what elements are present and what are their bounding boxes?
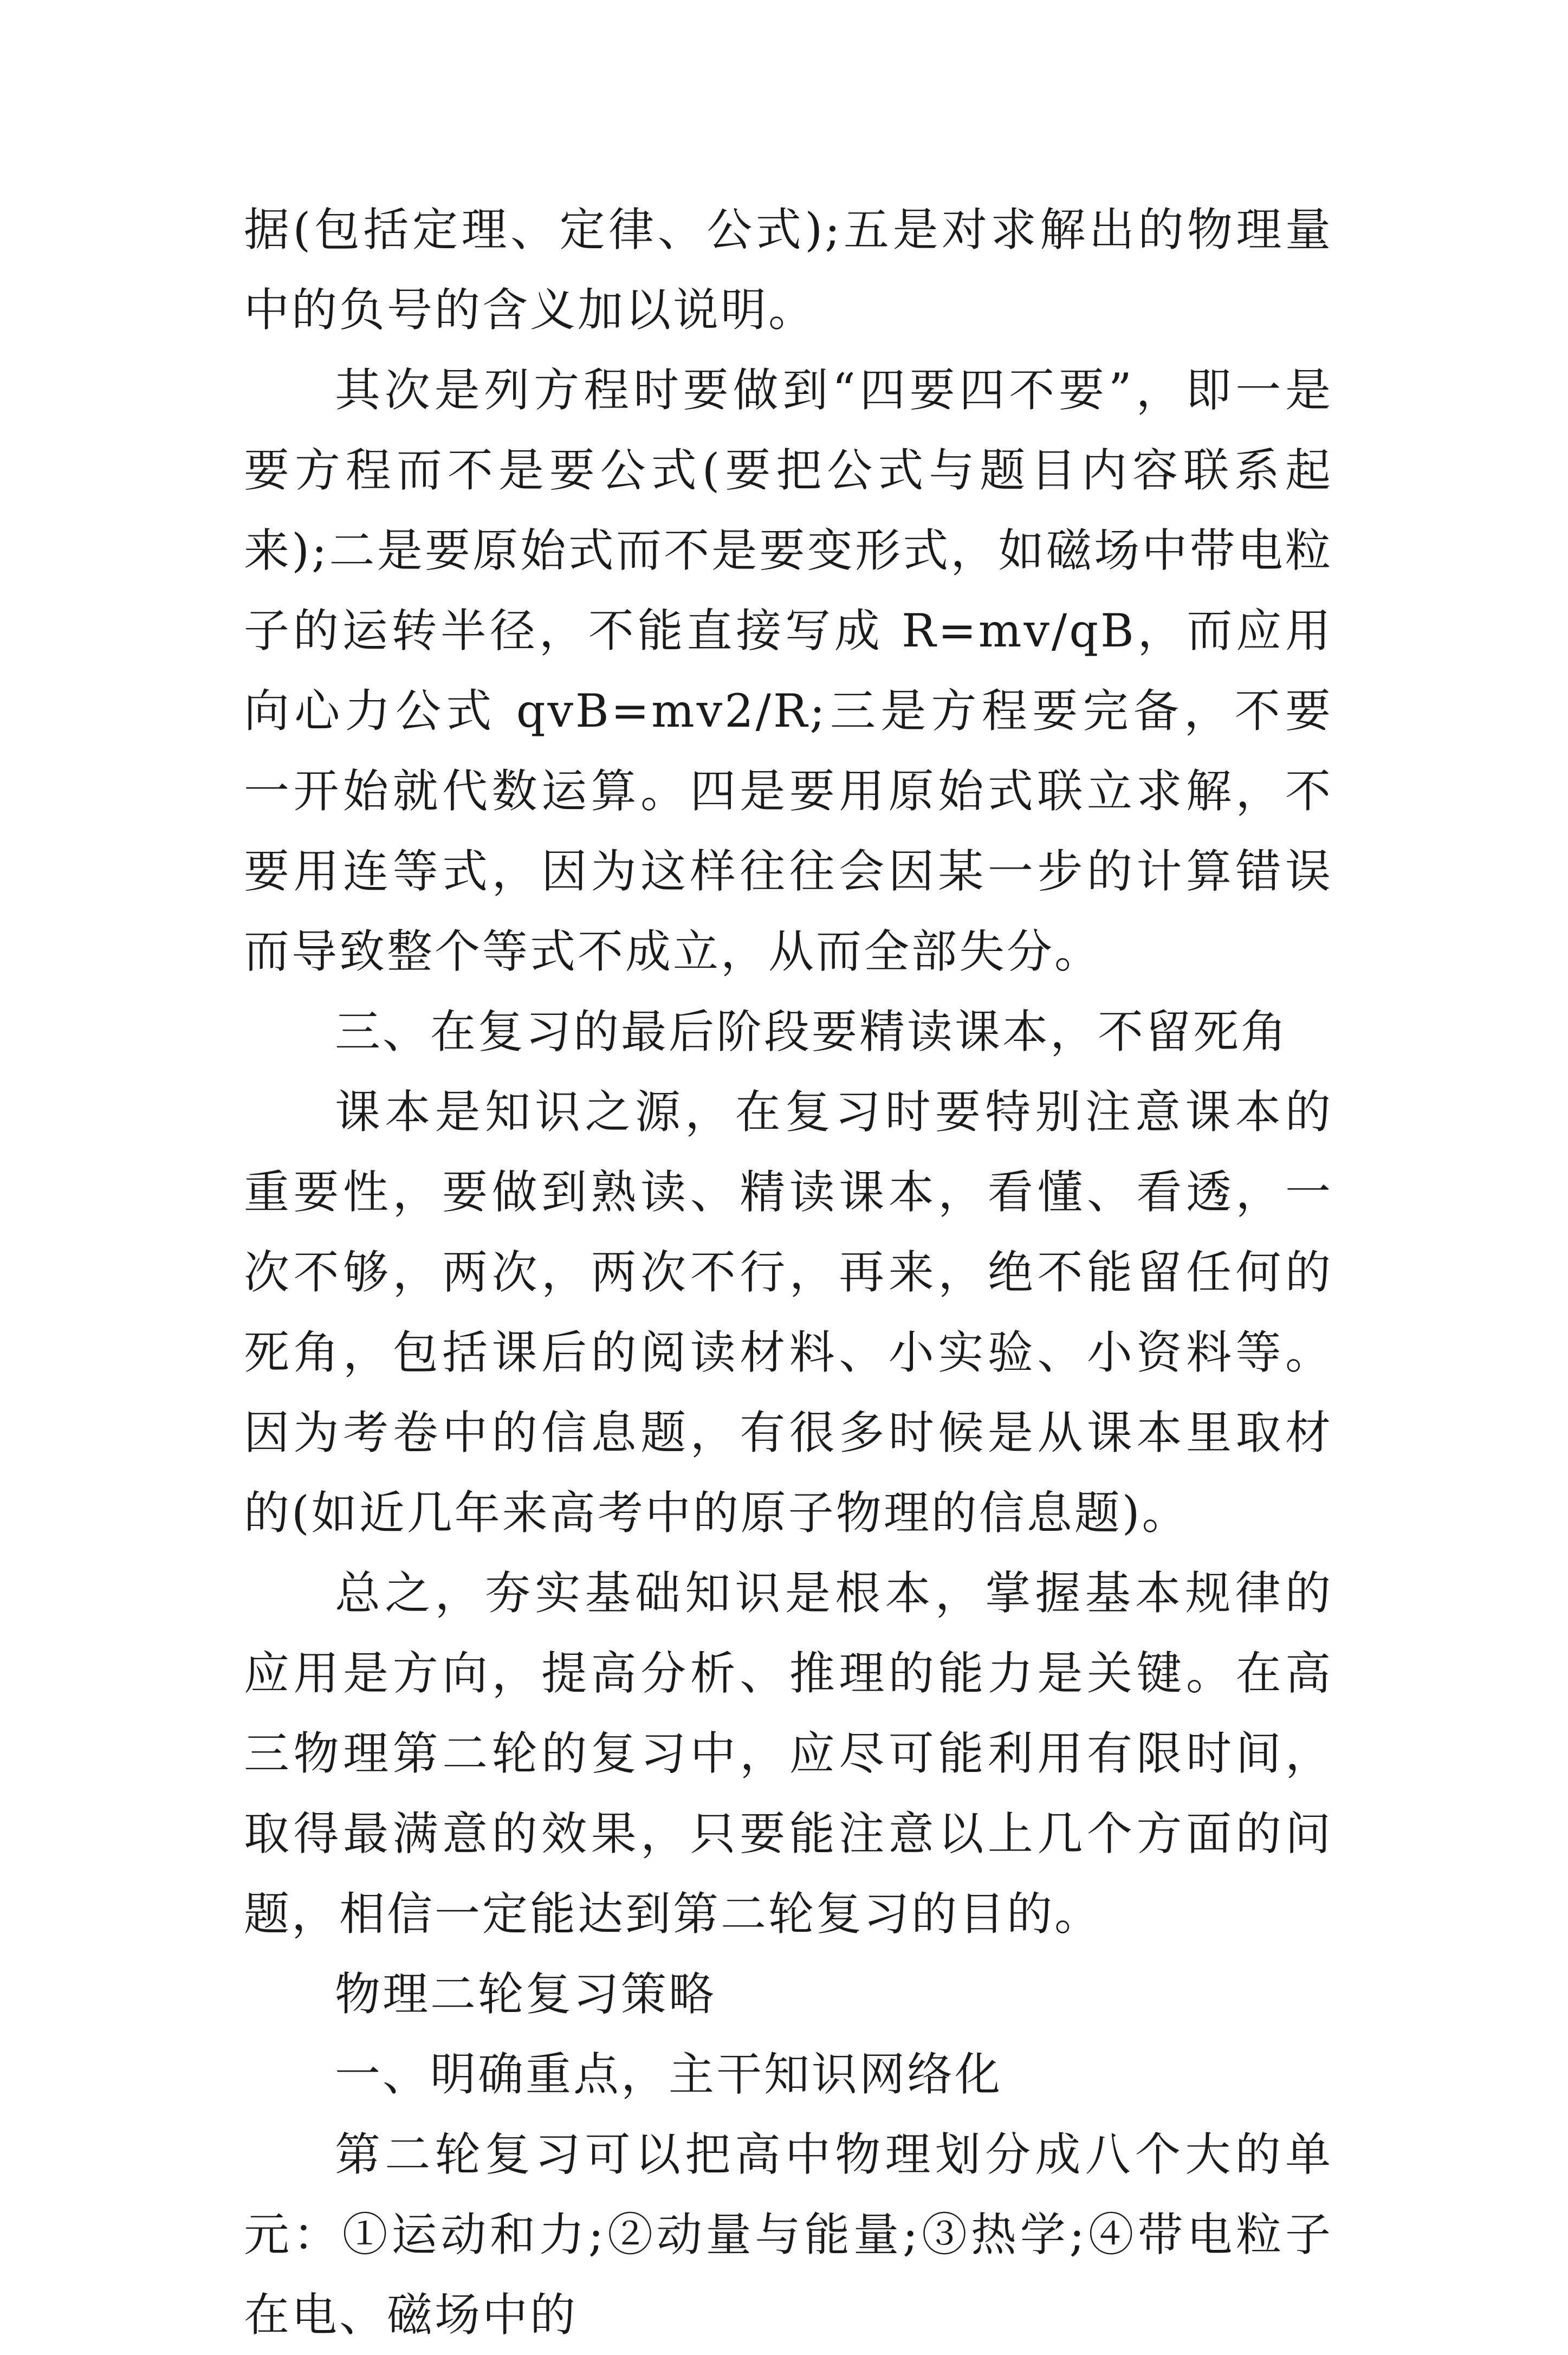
section-title: 物理二轮复习策略	[335, 1968, 717, 2021]
section-heading-1: 一、明确重点，主干知识网络化	[335, 2048, 1003, 2101]
paragraph-5: 总之，夯实基础知识是根本，掌握基本规律的应用是方向，提高分析、推理的能力是关键。在高三物理第二轮的复习中，应尽可能利用有限时间，取得最满意的效果，只要能注意以上几个方面的问题，相信一定能达到第二轮复习的目的。	[244, 1567, 1333, 1940]
paragraph-8: 第二轮复习可以把高中物理划分成八个大的单元：①运动和力;②动量与能量;③热学;④带电粒子在电、磁场中的	[244, 2128, 1333, 2341]
document-body	[244, 190, 1333, 2355]
paragraph-2: 其次是列方程时要做到“四要四不要”，即一是要方程而不是要公式(要把公式与题目内容联系起来);二是要原始式而不是要变形式，如磁场中带电粒子的运转半径，不能直接写成 R=mv/qB，而应用向心力公式 qvB=mv2/R;三是方程要完备，不要一开始就代数运算。四是要用原始式联立求解，不要用连等式，因为这样往往会因某一步的计算错误而导致整个等式不成立，从而全部失分。	[244, 364, 1333, 978]
paragraph-1: 据(包括定理、定律、公式);五是对求解出的物理量中的负号的含义加以说明。	[244, 203, 1333, 337]
section-heading-3: 三、在复习的最后阶段要精读课本，不留死角	[335, 1005, 1289, 1058]
paragraph-4: 课本是知识之源，在复习时要特别注意课本的重要性，要做到熟读、精读课本，看懂、看透，一次不够，两次，两次不行，再来，绝不能留任何的死角，包括课后的阅读材料、小实验、小资料等。因为考卷中的信息题，有很多时候是从课本里取材的(如近几年来高考中的原子物理的信息题)。	[244, 1085, 1333, 1539]
